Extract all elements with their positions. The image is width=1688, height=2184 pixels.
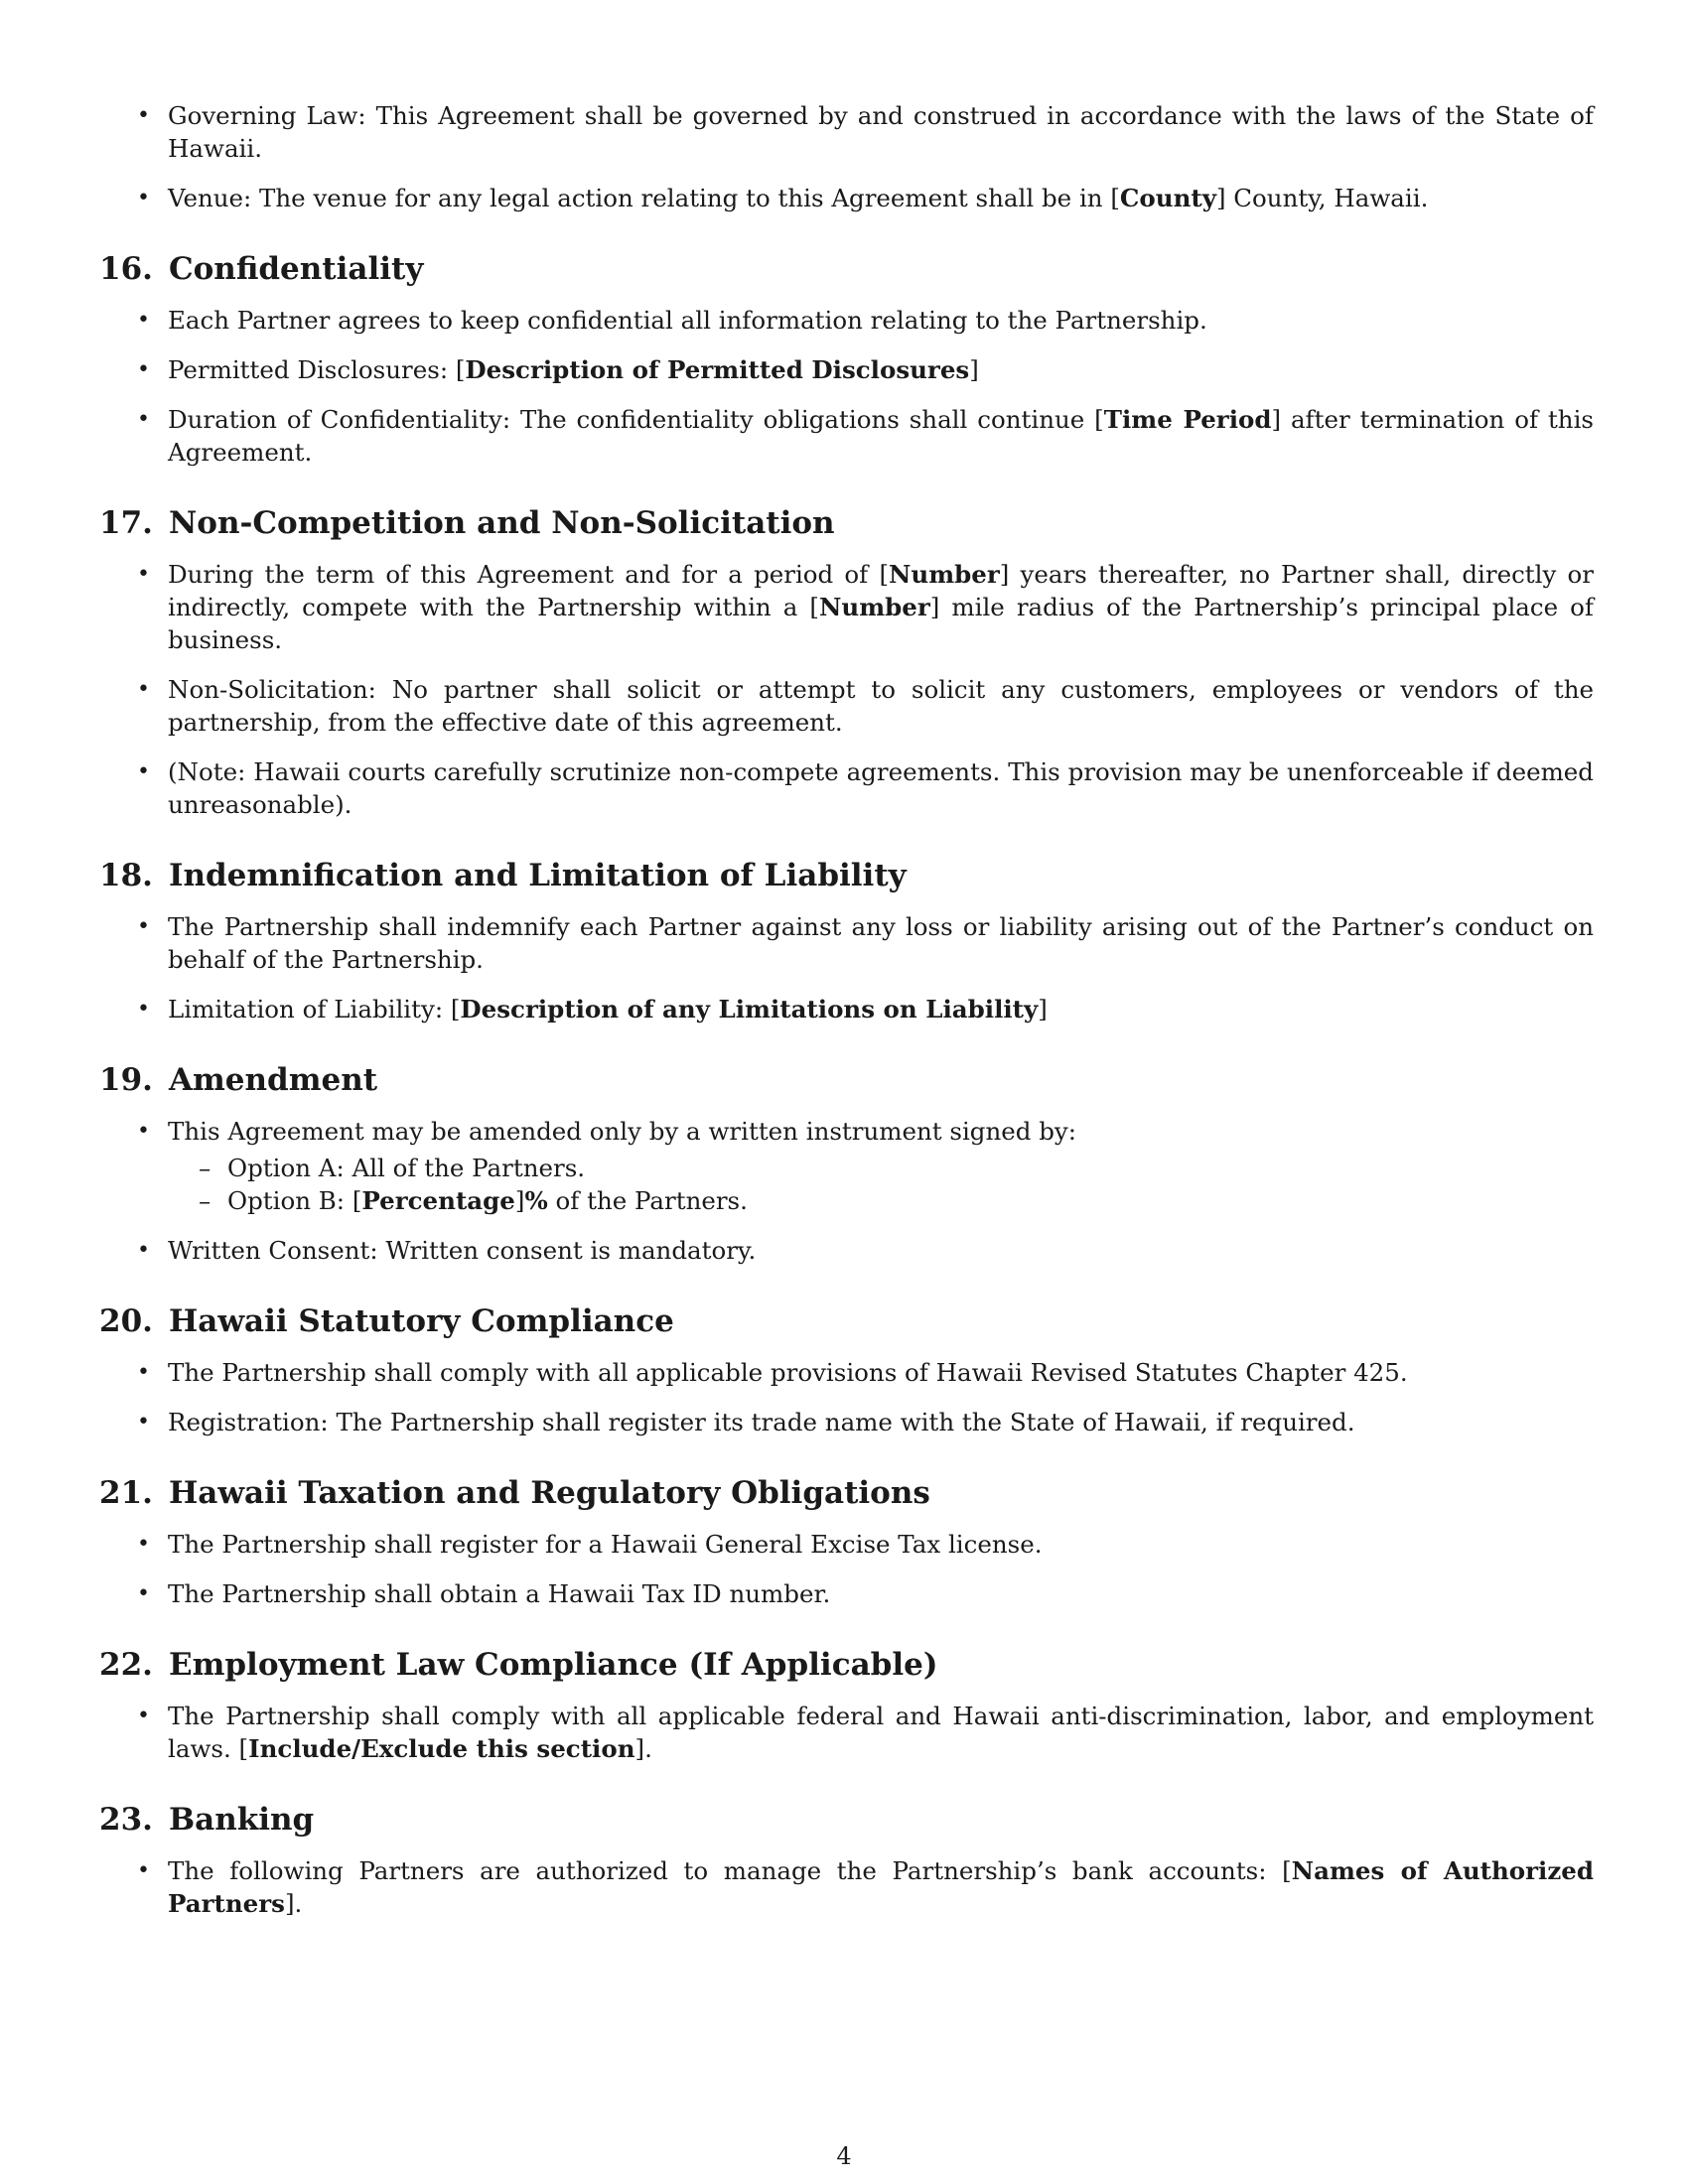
section-heading-employment-law: 22. Employment Law Compliance (If Applicable) [99, 1647, 938, 1683]
option-list [168, 1152, 1594, 1217]
list-item: • (Note: Hawaii courts carefully scrutinize non-compete agreements. This provision may be unenforceable if deemed unreasonable). [99, 755, 1594, 821]
list-item: • The Partnership shall obtain a Hawaii Tax ID number. [99, 1577, 1594, 1610]
list-item: • The Partnership shall register for a Hawaii General Excise Tax license. [99, 1528, 1594, 1561]
list-item: • The Partnership shall comply with all applicable federal and Hawaii anti-discrimination, labor, and employment laws. [Include/Exclude this section]. [99, 1700, 1594, 1765]
section-list [99, 1700, 1594, 1765]
section-heading-taxation: 21. Hawaii Taxation and Regulatory Obligations [99, 1475, 930, 1511]
page-number: 4 [836, 2142, 852, 2170]
section-list [99, 304, 1594, 469]
section-heading-amendment: 19. Amendment [99, 1062, 378, 1098]
list-item: • The Partnership shall comply with all applicable provisions of Hawaii Revised Statutes Chapter 425. [99, 1356, 1594, 1389]
section-list [99, 1356, 1594, 1438]
list-item: • Limitation of Liability: [Description of any Limitations on Liability] [99, 993, 1594, 1025]
option-item: – Option B: [Percentage]% of the Partners. [168, 1184, 1594, 1217]
list-item: • This Agreement may be amended only by a written instrument signed by: – Option A: All of the Partners. – Option B: [Percentage]% of the Partners. [99, 1115, 1594, 1217]
section-heading-non-competition: 17. Non-Competition and Non-Solicitation [99, 505, 835, 541]
section-heading-indemnification: 18. Indemnification and Limitation of Liability [99, 858, 907, 893]
section-heading-confidentiality: 16. Confidentiality [99, 251, 424, 287]
section-heading-banking: 23. Banking [99, 1802, 315, 1838]
list-item: • Non-Solicitation: No partner shall solicit or attempt to solicit any customers, employees or vendors of the partnership, from the effective date of this agreement. [99, 673, 1594, 739]
list-item: • Governing Law: This Agreement shall be governed by and construed in accordance with the laws of the State of Hawaii. [99, 99, 1594, 165]
section-list [99, 1854, 1594, 1920]
list-item: • During the term of this Agreement and for a period of [Number] years thereafter, no Partner shall, directly or indirectly, compete with the Partnership within a [Number] mile radius of the Partnership’s principal place of business. [99, 558, 1594, 656]
section-heading-statutory-compliance: 20. Hawaii Statutory Compliance [99, 1303, 674, 1339]
intro-list [99, 99, 1594, 214]
list-item: • Written Consent: Written consent is mandatory. [99, 1234, 1594, 1267]
section-list [99, 1115, 1594, 1267]
list-item: • Registration: The Partnership shall register its trade name with the State of Hawaii, if required. [99, 1406, 1594, 1438]
option-item: – Option A: All of the Partners. [168, 1152, 1594, 1184]
list-item: • The following Partners are authorized to manage the Partnership’s bank accounts: [Names of Authorized Partners]. [99, 1854, 1594, 1920]
section-list [99, 1528, 1594, 1610]
document-page [99, 99, 1594, 1937]
list-item: • The Partnership shall indemnify each Partner against any loss or liability arising out of the Partner’s conduct on behalf of the Partnership. [99, 910, 1594, 976]
list-item: • Each Partner agrees to keep confidential all information relating to the Partnership. [99, 304, 1594, 337]
section-list [99, 910, 1594, 1025]
list-item: • Venue: The venue for any legal action relating to this Agreement shall be in [County] County, Hawaii. [99, 182, 1594, 214]
section-list [99, 558, 1594, 821]
list-item: • Duration of Confidentiality: The confidentiality obligations shall continue [Time Period] after termination of this Agreement. [99, 403, 1594, 469]
list-item: • Permitted Disclosures: [Description of Permitted Disclosures] [99, 353, 1594, 386]
